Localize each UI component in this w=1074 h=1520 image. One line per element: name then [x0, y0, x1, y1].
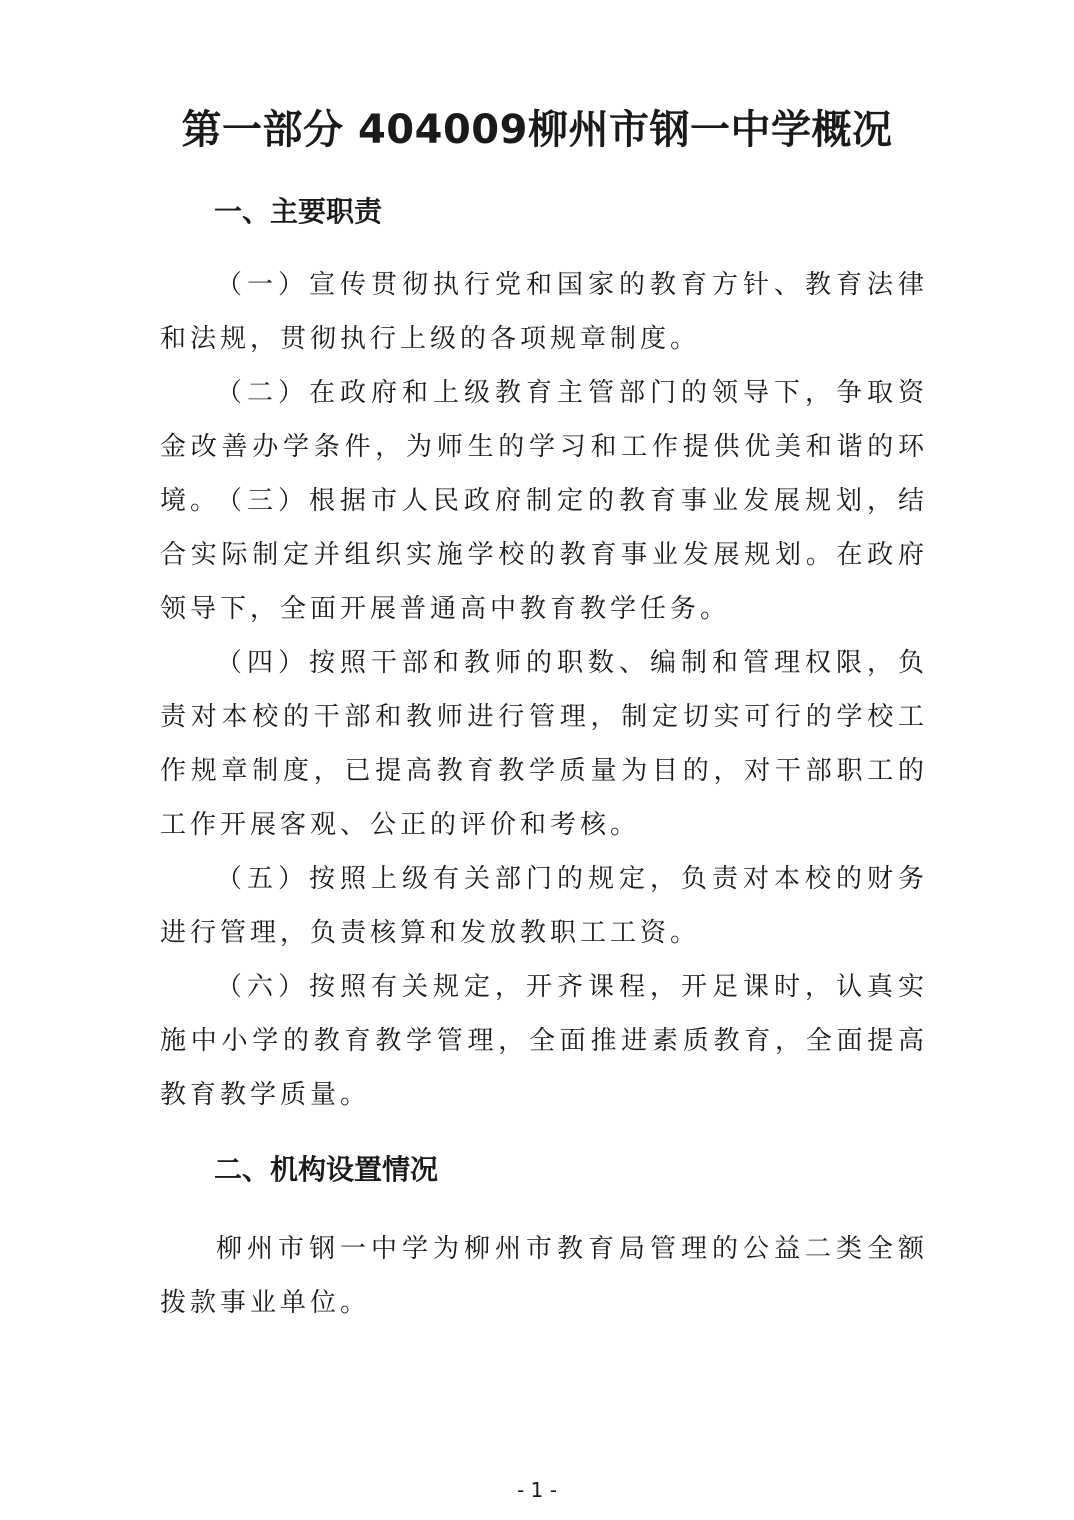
paragraph-duty-6: （六）按照有关规定，开齐课程，开足课时，认真实施中小学的教育教学管理，全面推进素质教育，全面提高教育教学质量。 — [160, 972, 928, 1110]
document-title: 第一部分 404009柳州市钢一中学概况 — [181, 107, 893, 153]
paragraph-duty-4: （四）按照干部和教师的职数、编制和管理权限，负责对本校的干部和教师进行管理，制定切实可行的学校工作规章制度，已提高教育教学质量为目的，对干部职工的工作开展客观、公正的评价和考核。 — [160, 648, 928, 840]
paragraph-organization: 柳州市钢一中学为柳州市教育局管理的公益二类全额拨款事业单位。 — [160, 1234, 928, 1318]
paragraph-duty-1: （一）宣传贯彻执行党和国家的教育方针、教育法律和法规，贯彻执行上级的各项规章制度。 — [160, 270, 928, 354]
paragraph-duty-2: （二）在政府和上级教育主管部门的领导下，争取资金改善办学条件，为师生的学习和工作提供优美和谐的环境。 — [160, 378, 928, 516]
section-heading-main-duties: 一、主要职责 — [214, 195, 383, 228]
paragraph-duty-5: （五）按照上级有关部门的规定，负责对本校的财务进行管理，负责核算和发放教职工工资。 — [160, 864, 928, 948]
paragraph-duty-3: （三）根据市人民政府制定的教育事业发展规划，结合实际制定并组织实施学校的教育事业发展规划。在政府领导下，全面开展普通高中教育教学任务。 — [160, 486, 928, 624]
section-heading-organization: 二、机构设置情况 — [214, 1153, 439, 1186]
page-number: - 1 - — [517, 1478, 557, 1502]
